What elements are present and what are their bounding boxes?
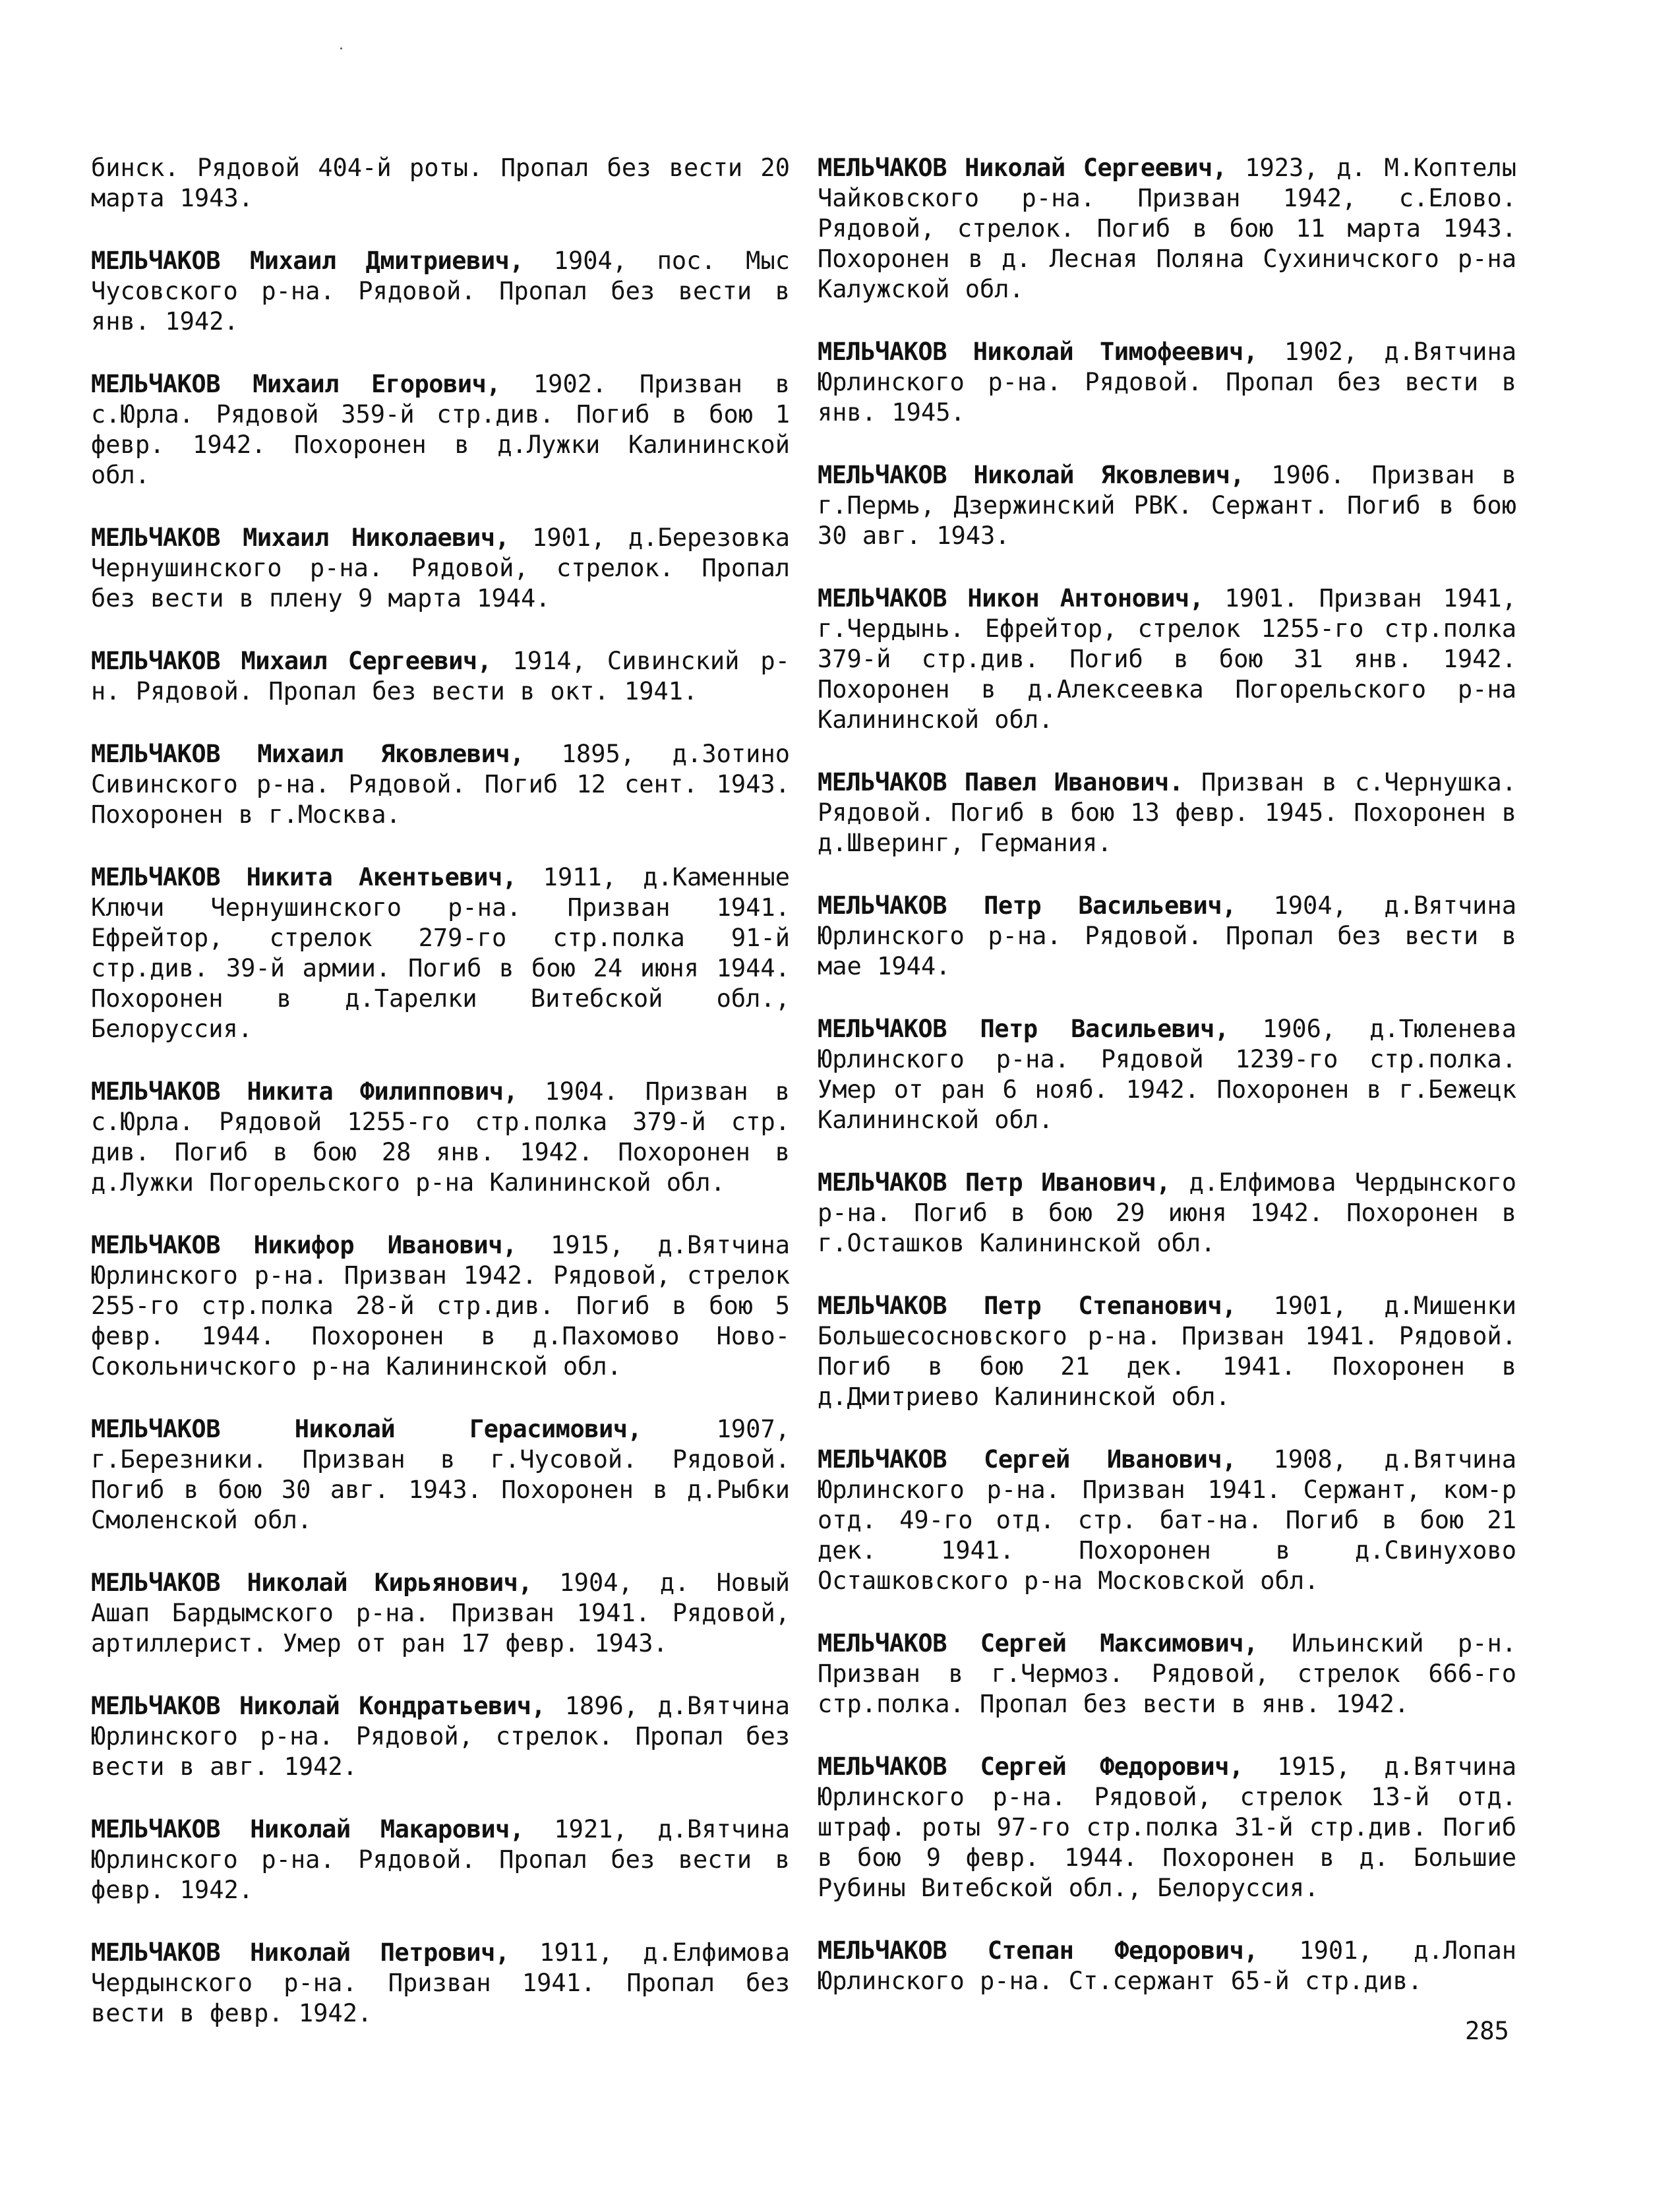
entry (818, 1445, 1516, 1596)
entry-name: МЕЛЬЧАКОВ Петр Васильевич, (818, 1015, 1229, 1043)
entry-text: 1915, д.Вятчина Юрлинского р-на. Призван 1942. Рядовой, стрелок 255-го стр.полка 28-й стр.див. Погиб в бою 5 февр. 1944. Похоронен в д.Пахомово Ново-Сокольничского р-на Калининской обл. (91, 1231, 790, 1381)
entry-name: МЕЛЬЧАКОВ Михаил Сергеевич, (91, 647, 492, 675)
entry-text: 1904, д. Новый Ашап Бардымского р-на. Призван 1941. Рядовой, артиллерист. Умер от ран 17 февр. 1943. (91, 1569, 790, 1658)
entry-name: МЕЛЬЧАКОВ Николай Кирьянович, (91, 1569, 533, 1597)
entry-name: МЕЛЬЧАКОВ Петр Иванович, (818, 1168, 1171, 1197)
entry (818, 767, 1516, 858)
entry-text: 1901. Призван 1941, г.Чердынь. Ефрейтор, стрелок 1255-го стр.полка 379-й стр.див. Погиб в бою 31 янв. 1942. Похоронен в д.Алексеевка Погорельского р-на Калининской обл. (818, 584, 1516, 734)
entry-name: МЕЛЬЧАКОВ Сергей Иванович, (818, 1445, 1236, 1474)
entry-name: МЕЛЬЧАКОВ Никифор Иванович, (91, 1231, 517, 1259)
entry-name: МЕЛЬЧАКОВ Николай Сергеевич, (818, 154, 1227, 182)
entry (818, 1752, 1516, 1903)
entry-text: 1921, д.Вятчина Юрлинского р-на. Рядовой. Пропал без вести в февр. 1942. (91, 1815, 790, 1904)
entry (91, 369, 790, 491)
entry-text: 1902. Призван в с.Юрла. Рядовой 359-й стр.див. Погиб в бою 1 февр. 1942. Похоронен в д.Лужки Калининской обл. (91, 370, 790, 489)
page-number: 285 (1465, 2017, 1509, 2045)
entry-text: 1911, д.Елфимова Чердынского р-на. Призван 1941. Пропал без вести в февр. 1942. (91, 1938, 790, 2027)
entry-name: МЕЛЬЧАКОВ Сергей Максимович, (818, 1629, 1258, 1658)
entry-name: МЕЛЬЧАКОВ Никон Антонович, (818, 584, 1204, 613)
entry (91, 1938, 790, 2029)
entry-name: МЕЛЬЧАКОВ Николай Тимофеевич, (818, 338, 1258, 366)
entry-text: 1902, д.Вятчина Юрлинского р-на. Рядовой. Пропал без вести в янв. 1945. (818, 338, 1516, 427)
entry (91, 1568, 790, 1659)
entry-name: МЕЛЬЧАКОВ Никита Акентьевич, (91, 863, 517, 891)
entry-name: МЕЛЬЧАКОВ Петр Степанович, (818, 1292, 1236, 1320)
entry (818, 583, 1516, 735)
right-column (818, 153, 1516, 2029)
entry-text: 1901, д.Мишенки Большесосновского р-на. Призван 1941. Рядовой. Погиб в бою 21 дек. 1941. Похоронен в д.Дмитриево Калининской обл. (818, 1292, 1516, 1411)
entry (818, 153, 1516, 305)
entry-name: МЕЛЬЧАКОВ Михаил Дмитриевич, (91, 247, 524, 275)
entry-text: Ильинский р-н. Призван в г.Чермоз. Рядовой, стрелок 666-го стр.полка. Пропал без вести в янв. 1942. (818, 1629, 1516, 1718)
entry-text: бинск. Рядовой 404-й роты. Пропал без вести 20 марта 1943. (91, 154, 790, 212)
entry (818, 1168, 1516, 1259)
entry (91, 646, 790, 707)
entry-continuation (91, 153, 790, 214)
entry-name: МЕЛЬЧАКОВ Степан Федорович, (818, 1936, 1259, 1965)
entry-text: 1901, д.Лопан Юрлинского р-на. Ст.сержант 65-й стр.див. (818, 1936, 1516, 1995)
scan-speck (340, 47, 342, 49)
entry-name: МЕЛЬЧАКОВ Николай Петрович, (91, 1938, 510, 1967)
left-column (91, 153, 790, 2061)
entry-name: МЕЛЬЧАКОВ Сергей Федорович, (818, 1752, 1243, 1781)
entry-name: МЕЛЬЧАКОВ Никита Филиппович, (91, 1077, 518, 1106)
entry-text: д.Елфимова Чердынского р-на. Погиб в бою 29 июня 1942. Похоронен в г.Осташков Калининской обл. (818, 1168, 1516, 1257)
entry (91, 862, 790, 1044)
entry (91, 1414, 790, 1536)
entry (91, 1814, 790, 1905)
entry (818, 1291, 1516, 1412)
entry-name: МЕЛЬЧАКОВ Николай Макарович, (91, 1815, 524, 1843)
entry-name: МЕЛЬЧАКОВ Петр Васильевич, (818, 891, 1236, 920)
entry-text: 1896, д.Вятчина Юрлинского р-на. Рядовой, стрелок. Пропал без вести в авг. 1942. (91, 1692, 790, 1781)
entry-text: 1908, д.Вятчина Юрлинского р-на. Призван 1941. Сержант, ком-р отд. 49-го отд. стр. бат-на. Погиб в бою 21 дек. 1941. Похоронен в д.Свинухово Осташковского р-на Московской обл. (818, 1445, 1516, 1595)
entry (91, 523, 790, 614)
entry-text: 1907, г.Березники. Призван в г.Чусовой. Рядовой. Погиб в бою 30 авг. 1943. Похоронен в д.Рыбки Смоленской обл. (91, 1415, 791, 1534)
entry (818, 1936, 1516, 1996)
entry-name: МЕЛЬЧАКОВ Михаил Яковлевич, (91, 740, 524, 768)
entry-name: МЕЛЬЧАКОВ Павел Иванович. (818, 768, 1183, 796)
entry-name: МЕЛЬЧАКОВ Николай Кондратьевич, (91, 1692, 546, 1720)
entry (91, 1230, 790, 1382)
entry-text: 1895, д.Зотино Сивинского р-на. Рядовой. Погиб 12 сент. 1943. Похоронен в г.Москва. (91, 740, 790, 829)
entry (818, 460, 1516, 551)
entry (818, 891, 1516, 982)
entry-text: 1914, Сивинский р-н. Рядовой. Пропал без вести в окт. 1941. (91, 647, 790, 705)
entry-text: 1923, д. М.Коптелы Чайковского р-на. Призван 1942, с.Елово. Рядовой, стрелок. Погиб в бою 11 марта 1943. Похоронен в д. Лесная Поляна Сухиничского р-на Калужской обл. (818, 154, 1516, 303)
entry-text: 1911, д.Каменные Ключи Чернушинского р-на. Призван 1941. Ефрейтор, стрелок 279-го стр.полка 91-й стр.див. 39-й армии. Погиб в бою 24 июня 1944. Похоронен в д.Тарелки Витебской обл., Белоруссия. (91, 863, 790, 1043)
entry-name: МЕЛЬЧАКОВ Николай Герасимович, (91, 1415, 642, 1443)
entry (818, 337, 1516, 428)
entry-text: 1901, д.Березовка Чернушинского р-на. Рядовой, стрелок. Пропал без вести в плену 9 марта 1944. (91, 523, 790, 613)
entry-text: Призван в с.Чернушка. Рядовой. Погиб в бою 13 февр. 1945. Похоронен в д.Шверинг, Германия. (818, 768, 1516, 857)
entry-text: 1906, д.Тюленева Юрлинского р-на. Рядовой 1239-го стр.полка. Умер от ран 6 нояб. 1942. Похоронен в г.Бежецк Калининской обл. (818, 1015, 1516, 1134)
entry-name: МЕЛЬЧАКОВ Михаил Егорович, (91, 370, 501, 398)
entry (818, 1014, 1516, 1135)
entry-text: 1904, пос. Мыс Чусовского р-на. Рядовой. Пропал без вести в янв. 1942. (91, 247, 791, 336)
entry-text: 1904. Призван в с.Юрла. Рядовой 1255-го стр.полка 379-й стр. див. Погиб в бою 28 янв. 1942. Похоронен в д.Лужки Погорельского р-на Калининской обл. (91, 1077, 790, 1197)
entry (91, 1691, 790, 1782)
entry-name: МЕЛЬЧАКОВ Михаил Николаевич, (91, 523, 510, 552)
entry (818, 1629, 1516, 1719)
entry-text: 1915, д.Вятчина Юрлинского р-на. Рядовой, стрелок 13-й отд. штраф. роты 97-го стр.полка 31-й стр.див. Погиб в бою 9 февр. 1944. Похоронен в д. Большие Рубины Витебской обл., Белоруссия. (818, 1752, 1516, 1902)
entry (91, 1077, 790, 1198)
entry (91, 246, 790, 337)
entry (91, 739, 790, 830)
entry-text: 1906. Призван в г.Пермь, Дзержинский РВК. Сержант. Погиб в бою 30 авг. 1943. (818, 461, 1516, 550)
entry-text: 1904, д.Вятчина Юрлинского р-на. Рядовой. Пропал без вести в мае 1944. (818, 891, 1516, 980)
entry-name: МЕЛЬЧАКОВ Николай Яковлевич, (818, 461, 1245, 489)
